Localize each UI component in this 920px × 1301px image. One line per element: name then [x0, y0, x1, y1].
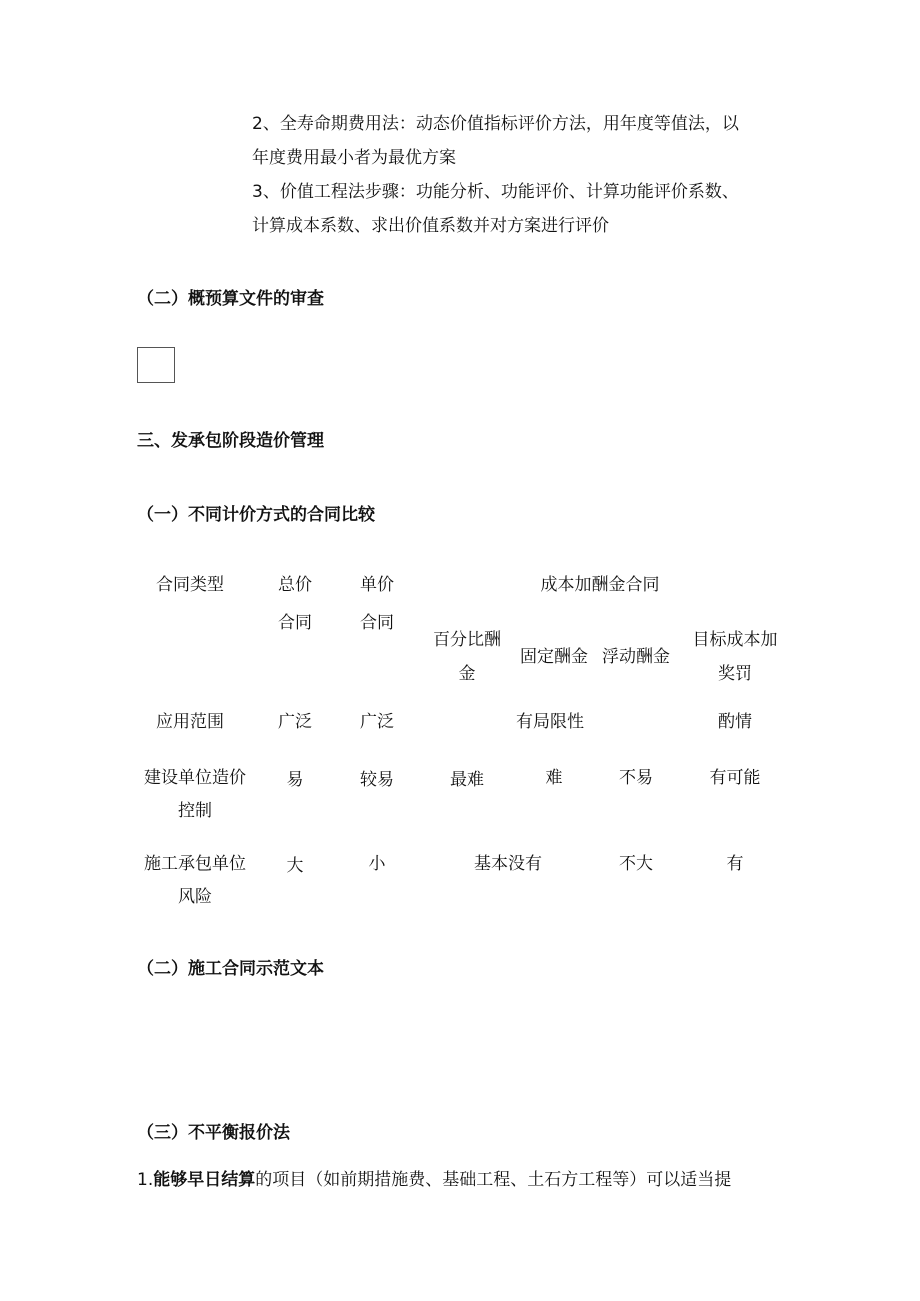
intro-item-2-line1: 2、全寿命期费用法：动态价值指标评价方法，用年度等值法，以: [252, 114, 739, 134]
paragraph-item-1-bold: 能够早日结算: [153, 1170, 256, 1190]
intro-item-3-line2: 计算成本系数、求出价值系数并对方案进行评价: [252, 216, 609, 236]
header-target-line1: 目标成本加: [692, 630, 778, 650]
row-control-floating: 不易: [619, 768, 653, 788]
intro-item-2-line2: 年度费用最小者为最优方案: [252, 148, 456, 168]
row-risk-label-line2: 风险: [178, 887, 212, 907]
heading-model-contract: （二）施工合同示范文本: [137, 959, 324, 979]
header-total-price-line2: 合同: [278, 613, 312, 633]
header-cost-plus: 成本加酬金合同: [540, 575, 660, 595]
row-control-unit: 较易: [360, 770, 394, 790]
paragraph-item-1-number: 1.: [137, 1170, 154, 1190]
row-control-fixed: 难: [545, 768, 563, 788]
row-risk-unit: 小: [368, 854, 386, 874]
heading-contract-compare: （一）不同计价方式的合同比较: [137, 505, 375, 525]
row-risk-label-line1: 施工承包单位: [144, 854, 246, 874]
header-fixed: 固定酬金: [520, 647, 588, 667]
row-scope-target: 酌情: [718, 712, 752, 732]
row-risk-percent-fixed: 基本没有: [474, 854, 542, 874]
header-floating: 浮动酬金: [602, 647, 670, 667]
heading-section-3: 三、发承包阶段造价管理: [137, 431, 324, 451]
header-contract-type: 合同类型: [156, 575, 224, 595]
header-percent-line2: 金: [458, 664, 476, 684]
row-control-label-line1: 建设单位造价: [144, 768, 246, 788]
row-control-label-line2: 控制: [178, 801, 212, 821]
checkbox-icon[interactable]: [137, 347, 175, 383]
heading-unbalanced-bid: （三）不平衡报价法: [137, 1123, 290, 1143]
intro-item-3-line1: 3、价值工程法步骤：功能分析、功能评价、计算功能评价系数、: [252, 182, 739, 202]
row-control-target: 有可能: [709, 768, 761, 788]
header-target-line2: 奖罚: [718, 664, 752, 684]
row-risk-floating: 不大: [619, 854, 653, 874]
paragraph-item-1: [137, 1163, 731, 1197]
row-scope-label: 应用范围: [156, 712, 224, 732]
row-scope-unit: 广泛: [360, 712, 394, 732]
row-scope-cost-plus: 有局限性: [516, 712, 584, 732]
row-risk-total: 大: [286, 856, 304, 876]
row-control-total: 易: [286, 770, 304, 790]
heading-budget-review: （二）概预算文件的审查: [137, 289, 324, 309]
row-risk-target: 有: [726, 854, 744, 874]
row-control-percent: 最难: [450, 770, 484, 790]
row-scope-total: 广泛: [278, 712, 312, 732]
header-unit-price-line2: 合同: [360, 613, 394, 633]
header-percent-line1: 百分比酬: [433, 630, 501, 650]
paragraph-item-1-rest: 的项目（如前期措施费、基础工程、土石方工程等）可以适当提: [255, 1170, 732, 1190]
header-total-price-line1: 总价: [278, 575, 312, 595]
header-unit-price-line1: 单价: [360, 575, 394, 595]
